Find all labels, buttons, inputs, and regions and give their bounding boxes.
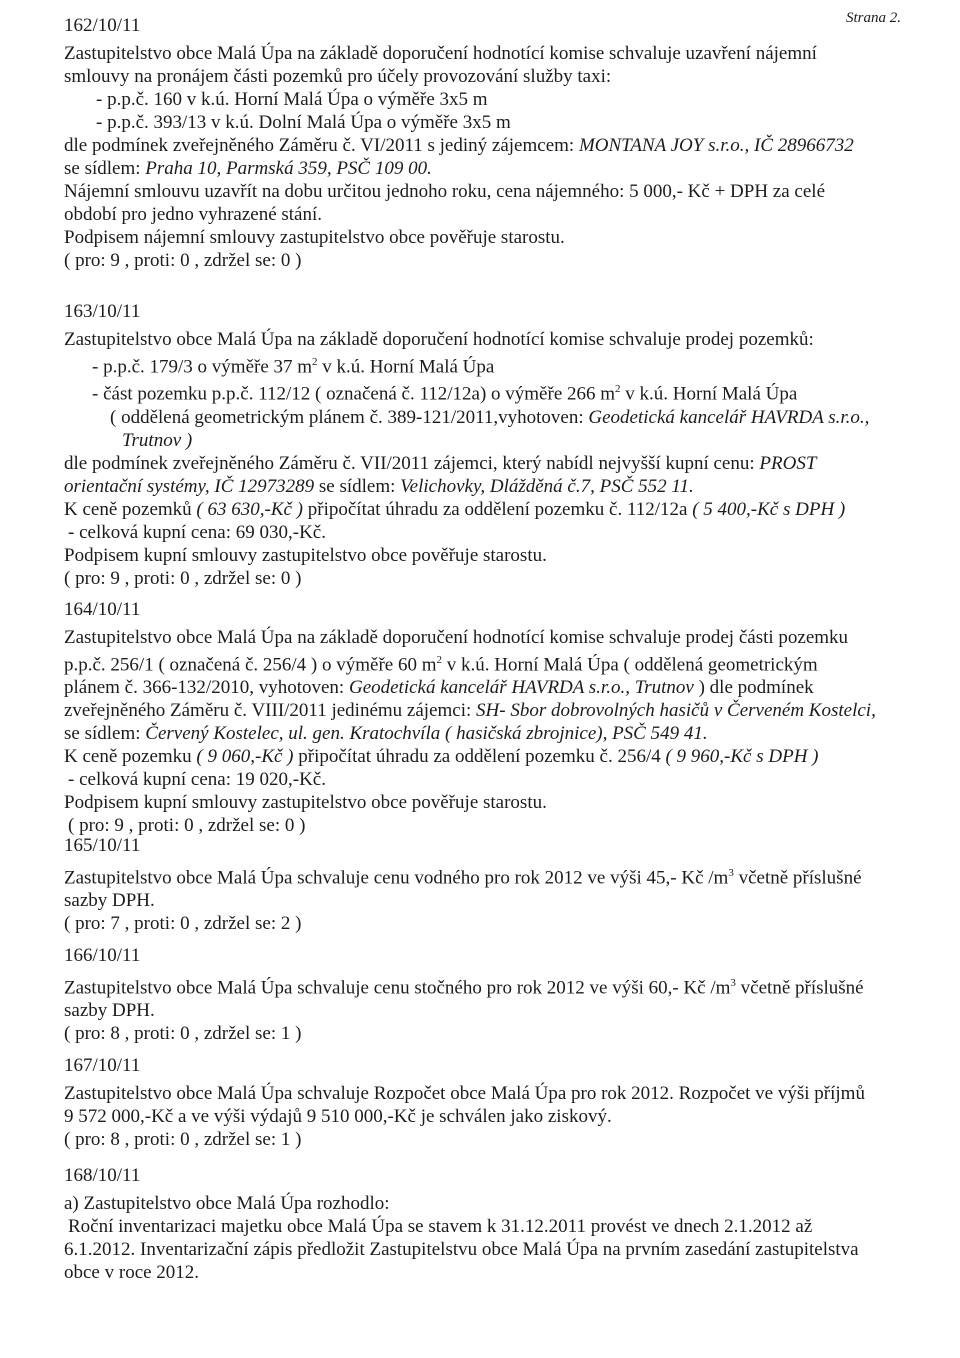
resolution-167 — [64, 1054, 904, 1151]
paragraph-line: Zastupitelstvo obce Malá Úpa na základě doporučení hodnotící komise schvaluje prodej části pozemku — [64, 627, 849, 648]
paragraph-line — [64, 722, 904, 745]
paragraph-line: 9 572 000,-Kč a ve výši výdajů 9 510 000,-Kč je schválen jako ziskový. — [64, 1106, 612, 1127]
superscript: 2 — [615, 383, 621, 396]
paragraph-line — [64, 972, 904, 999]
resolution-number: 166/10/11 — [64, 945, 141, 966]
text-run: dle podmínek zveřejněného Záměru č. VI/2011 s jediný zájemcem: — [64, 135, 579, 156]
text-run: ( oddělená geometrickým plánem č. 389-121/2011,vyhotoven: — [110, 406, 589, 428]
paragraph-line: Zastupitelstvo obce Malá Úpa schvaluje Rozpočet obce Malá Úpa pro rok 2012. Rozpočet ve výši příjmů — [64, 1083, 865, 1104]
vote-result: ( pro: 7 , proti: 0 , zdržel se: 2 ) — [64, 913, 302, 935]
text-run: p.p.č. 256/1 ( označená č. 256/4 ) o výměře 60 m — [64, 654, 437, 676]
text-run: připočítat úhradu za oddělení pozemku č. 112/12a — [303, 498, 693, 520]
italic-text: Červený Kostelec, ul. gen. Kratochvíla ( hasičská zbrojnice), PSČ 549 41. — [145, 723, 708, 745]
paragraph-line — [64, 475, 904, 498]
text-run: Zastupitelstvo obce Malá Úpa schvaluje cenu vodného pro rok 2012 ve výši 45,- Kč /m — [64, 867, 729, 889]
resolution-164 — [64, 598, 904, 837]
text-run: dle podmínek zveřejněného Záměru č. VII/2011 zájemci, který nabídl nejvyšší kupní cenu: — [64, 452, 760, 474]
paragraph-line — [64, 134, 904, 157]
italic-text: Geodetická kancelář HAVRDA s.r.o., — [588, 406, 870, 428]
text-run: v k.ú. Horní Malá Úpa — [620, 383, 798, 405]
text-run: plánem č. 366-132/2010, vyhotoven: — [64, 677, 349, 699]
text-run: se sídlem: — [64, 158, 146, 179]
paragraph-line: Podpisem kupní smlouvy zastupitelstvo obce pověřuje starostu. — [64, 792, 547, 814]
list-item: - p.p.č. 393/13 v k.ú. Dolní Malá Úpa o výměře 3x5 m — [96, 112, 511, 133]
text-run: - p.p.č. 179/3 o výměře 37 m — [92, 356, 313, 378]
paragraph-line: obce v roce 2012. — [64, 1262, 200, 1283]
paragraph-line: Zastupitelstvo obce Malá Úpa na základě doporučení hodnotící komise schvaluje prodej pozemků: — [64, 329, 814, 350]
text-run: včetně příslušné — [735, 977, 864, 999]
italic-text: orientační systémy, IČ 12973289 — [64, 475, 315, 497]
italic-text: Praha 10, Parmská 359, PSČ 109 00. — [145, 158, 432, 179]
resolution-165 — [64, 834, 904, 935]
paragraph-line: smlouvy na pronájem části pozemků pro účely provozování služby taxi: — [64, 66, 612, 87]
superscript: 2 — [436, 654, 442, 666]
vote-result: ( pro: 9 , proti: 0 , zdržel se: 0 ) — [64, 250, 302, 271]
paragraph-line — [64, 452, 904, 475]
paragraph-line: 6.1.2012. Inventarizační zápis předložit Zastupitelstvu obce Malá Úpa na prvním zasedání zastupitelstva — [64, 1239, 859, 1260]
text-run: zveřejněného Záměru č. VIII/2011 jedinému zájemci: — [64, 700, 477, 722]
vote-result: ( pro: 9 , proti: 0 , zdržel se: 0 ) — [64, 567, 302, 589]
italic-text: Trutnov ) — [122, 429, 193, 451]
superscript: 3 — [728, 867, 734, 879]
paragraph-line — [64, 429, 904, 452]
list-item — [64, 351, 904, 378]
text-run: v k.ú. Horní Malá Úpa ( oddělená geometrickým — [442, 654, 818, 676]
italic-text: ( 63 630,-Kč ) — [196, 498, 304, 520]
paragraph-line: Roční inventarizaci majetku obce Malá Úpa se stavem k 31.12.2011 provést ve dnech 2.1.2012 až — [68, 1216, 813, 1237]
paragraph-line: a) Zastupitelstvo obce Malá Úpa rozhodlo: — [64, 1193, 390, 1214]
paragraph-line: Nájemní smlouvu uzavřít na dobu určitou jednoho roku, cena nájemného: 5 000,- Kč + DPH za celé — [64, 181, 826, 202]
paragraph-line — [64, 699, 904, 722]
paragraph-line — [64, 862, 904, 889]
paragraph-line — [64, 157, 904, 180]
paragraph-line: období pro jedno vyhrazené stání. — [64, 204, 323, 225]
page-number: Strana 2. — [846, 10, 902, 26]
paragraph-line — [64, 498, 904, 521]
italic-text: ( 5 400,-Kč s DPH ) — [692, 498, 846, 520]
text-run: včetně příslušné — [733, 867, 862, 889]
resolution-162 — [64, 14, 904, 272]
italic-text: Geodetická kancelář HAVRDA s.r.o., Trutnov — [348, 677, 694, 699]
text-run: připočítat úhradu za oddělení pozemku č. 256/4 — [293, 746, 666, 768]
resolution-number: 167/10/11 — [64, 1055, 141, 1076]
resolution-number: 168/10/11 — [64, 1165, 141, 1186]
resolution-number: 162/10/11 — [64, 15, 141, 36]
resolution-number: 165/10/11 — [64, 835, 141, 856]
text-run: K ceně pozemku — [64, 746, 197, 768]
resolution-168 — [64, 1164, 904, 1284]
text-run: se sídlem: — [64, 723, 146, 745]
text-run: Zastupitelstvo obce Malá Úpa schvaluje cenu stočného pro rok 2012 ve výši 60,- Kč /m — [64, 977, 731, 999]
italic-text: SH- Sbor dobrovolných hasičů v Červeném Kostelci, — [476, 700, 876, 722]
text-run: K ceně pozemků — [64, 498, 197, 520]
text-run: - část pozemku p.p.č. 112/12 ( označená č. 112/12a) o výměře 266 m — [92, 383, 616, 405]
resolution-number: 163/10/11 — [64, 301, 141, 322]
paragraph-line — [64, 676, 904, 699]
paragraph-line — [64, 649, 904, 676]
superscript: 2 — [312, 356, 318, 368]
paragraph-line: Podpisem kupní smlouvy zastupitelstvo obce pověřuje starostu. — [64, 544, 547, 566]
resolution-166 — [64, 944, 904, 1045]
paragraph-line — [64, 406, 904, 429]
vote-result: ( pro: 8 , proti: 0 , zdržel se: 1 ) — [64, 1129, 302, 1150]
italic-text: ( 9 060,-Kč ) — [196, 746, 294, 768]
resolution-163 — [64, 300, 904, 590]
italic-text: MONTANA JOY s.r.o., IČ 28966732 — [578, 135, 854, 156]
paragraph-line: Podpisem nájemní smlouvy zastupitelstvo obce pověřuje starostu. — [64, 227, 565, 248]
vote-result: ( pro: 8 , proti: 0 , zdržel se: 1 ) — [64, 1023, 302, 1045]
italic-text: PROST — [759, 452, 817, 474]
text-run: se sídlem: — [314, 475, 401, 497]
superscript: 3 — [730, 977, 736, 989]
list-item: - p.p.č. 160 v k.ú. Horní Malá Úpa o výměře 3x5 m — [96, 89, 488, 110]
italic-text: Velichovky, Dlážděná č.7, PSČ 552 11. — [400, 475, 694, 497]
text-run: v k.ú. Horní Malá Úpa — [317, 356, 495, 378]
paragraph-line — [64, 745, 904, 768]
paragraph-line: sazby DPH. — [64, 890, 155, 912]
paragraph-line: Zastupitelstvo obce Malá Úpa na základě doporučení hodnotící komise schvaluje uzavření nájemní — [64, 43, 817, 64]
paragraph-line: - celková kupní cena: 69 030,-Kč. — [68, 521, 326, 543]
list-item — [64, 378, 904, 405]
paragraph-line: - celková kupní cena: 19 020,-Kč. — [68, 769, 326, 791]
vote-result: ( pro: 9 , proti: 0 , zdržel se: 0 ) — [68, 815, 306, 837]
italic-text: ( 9 960,-Kč s DPH ) — [665, 746, 819, 768]
text-run: ) dle podmínek — [693, 677, 814, 699]
resolution-number: 164/10/11 — [64, 599, 141, 620]
paragraph-line: sazby DPH. — [64, 1000, 155, 1022]
